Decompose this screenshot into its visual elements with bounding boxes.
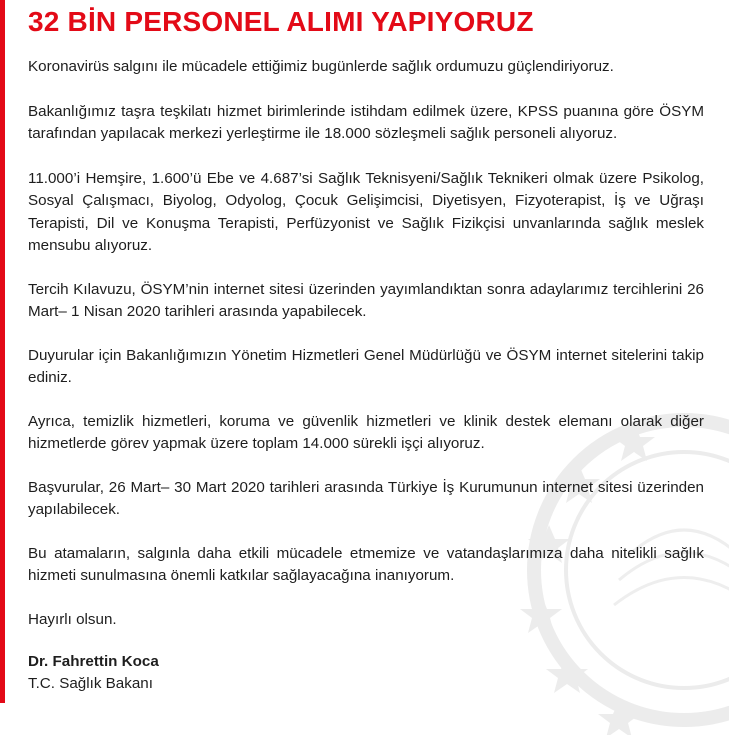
paragraph-permanent-workers: Ayrıca, temizlik hizmetleri, koruma ve güvenlik hizmetleri ve klinik destek elemanı olarak diğer hizmetlerde görev yapmak üzere toplam 14.000 sürekli işçi alıyoruz. bbox=[28, 412, 704, 452]
left-accent-bar bbox=[0, 0, 5, 703]
paragraph-contract-staff: Bakanlığımız taşra teşkilatı hizmet birimlerinde istihdam edilmek üzere, KPSS puanına göre ÖSYM tarafından yapılacak merkezi yerleştirme ile 18.000 sözleşmeli sağlık personeli alıyoruz. bbox=[28, 102, 704, 142]
paragraph-belief: Bu atamaların, salgınla daha etkili mücadele etmemize ve vatandaşlarımıza daha nitelikli sağlık hizmeti sunulmasına önemli katkılar sağlayacağına inanıyorum. bbox=[28, 544, 704, 584]
paragraph-applications: Başvurular, 26 Mart– 30 Mart 2020 tarihleri arasında Türkiye İş Kurumunun internet sitesi üzerinden yapılabilecek. bbox=[28, 478, 704, 518]
paragraph-intro: Koronavirüs salgını ile mücadele ettiğimiz bugünlerde sağlık ordumuzu güçlendiriyoruz. bbox=[28, 58, 614, 75]
paragraph-preference-guide: Tercih Kılavuzu, ÖSYM’nin internet sitesi üzerinden yayımlandıktan sonra adaylarımız tercihlerini 26 Mart– 1 Nisan 2020 tarihleri arasında yapabilecek. bbox=[28, 280, 704, 320]
paragraph-closing: Hayırlı olsun. bbox=[28, 610, 117, 628]
signer-name: Dr. Fahrettin Koca bbox=[28, 653, 159, 670]
signer-title: T.C. Sağlık Bakanı bbox=[28, 675, 153, 692]
paragraph-announcements: Duyurular için Bakanlığımızın Yönetim Hizmetleri Genel Müdürlüğü ve ÖSYM internet sitelerini takip ediniz. bbox=[28, 346, 704, 386]
press-release bbox=[28, 0, 704, 695]
paragraph-positions: 11.000’i Hemşire, 1.600’ü Ebe ve 4.687’si Sağlık Teknisyeni/Sağlık Teknikeri olmak üzere Psikolog, Sosyal Çalışmacı, Biyolog, Odyolog, Çocuk Gelişimcisi, Diyetisyen, Fizyoterapist, İş ve Uğraşı Terapisti, Dil ve Konuşma Terapisti, Perfüzyonist ve Sağlık Fizikçisi unvanlarında sağlık meslek mensubu alıyoruz. bbox=[28, 169, 704, 254]
page-title: 32 BİN PERSONEL ALIMI YAPIYORUZ bbox=[28, 6, 534, 37]
